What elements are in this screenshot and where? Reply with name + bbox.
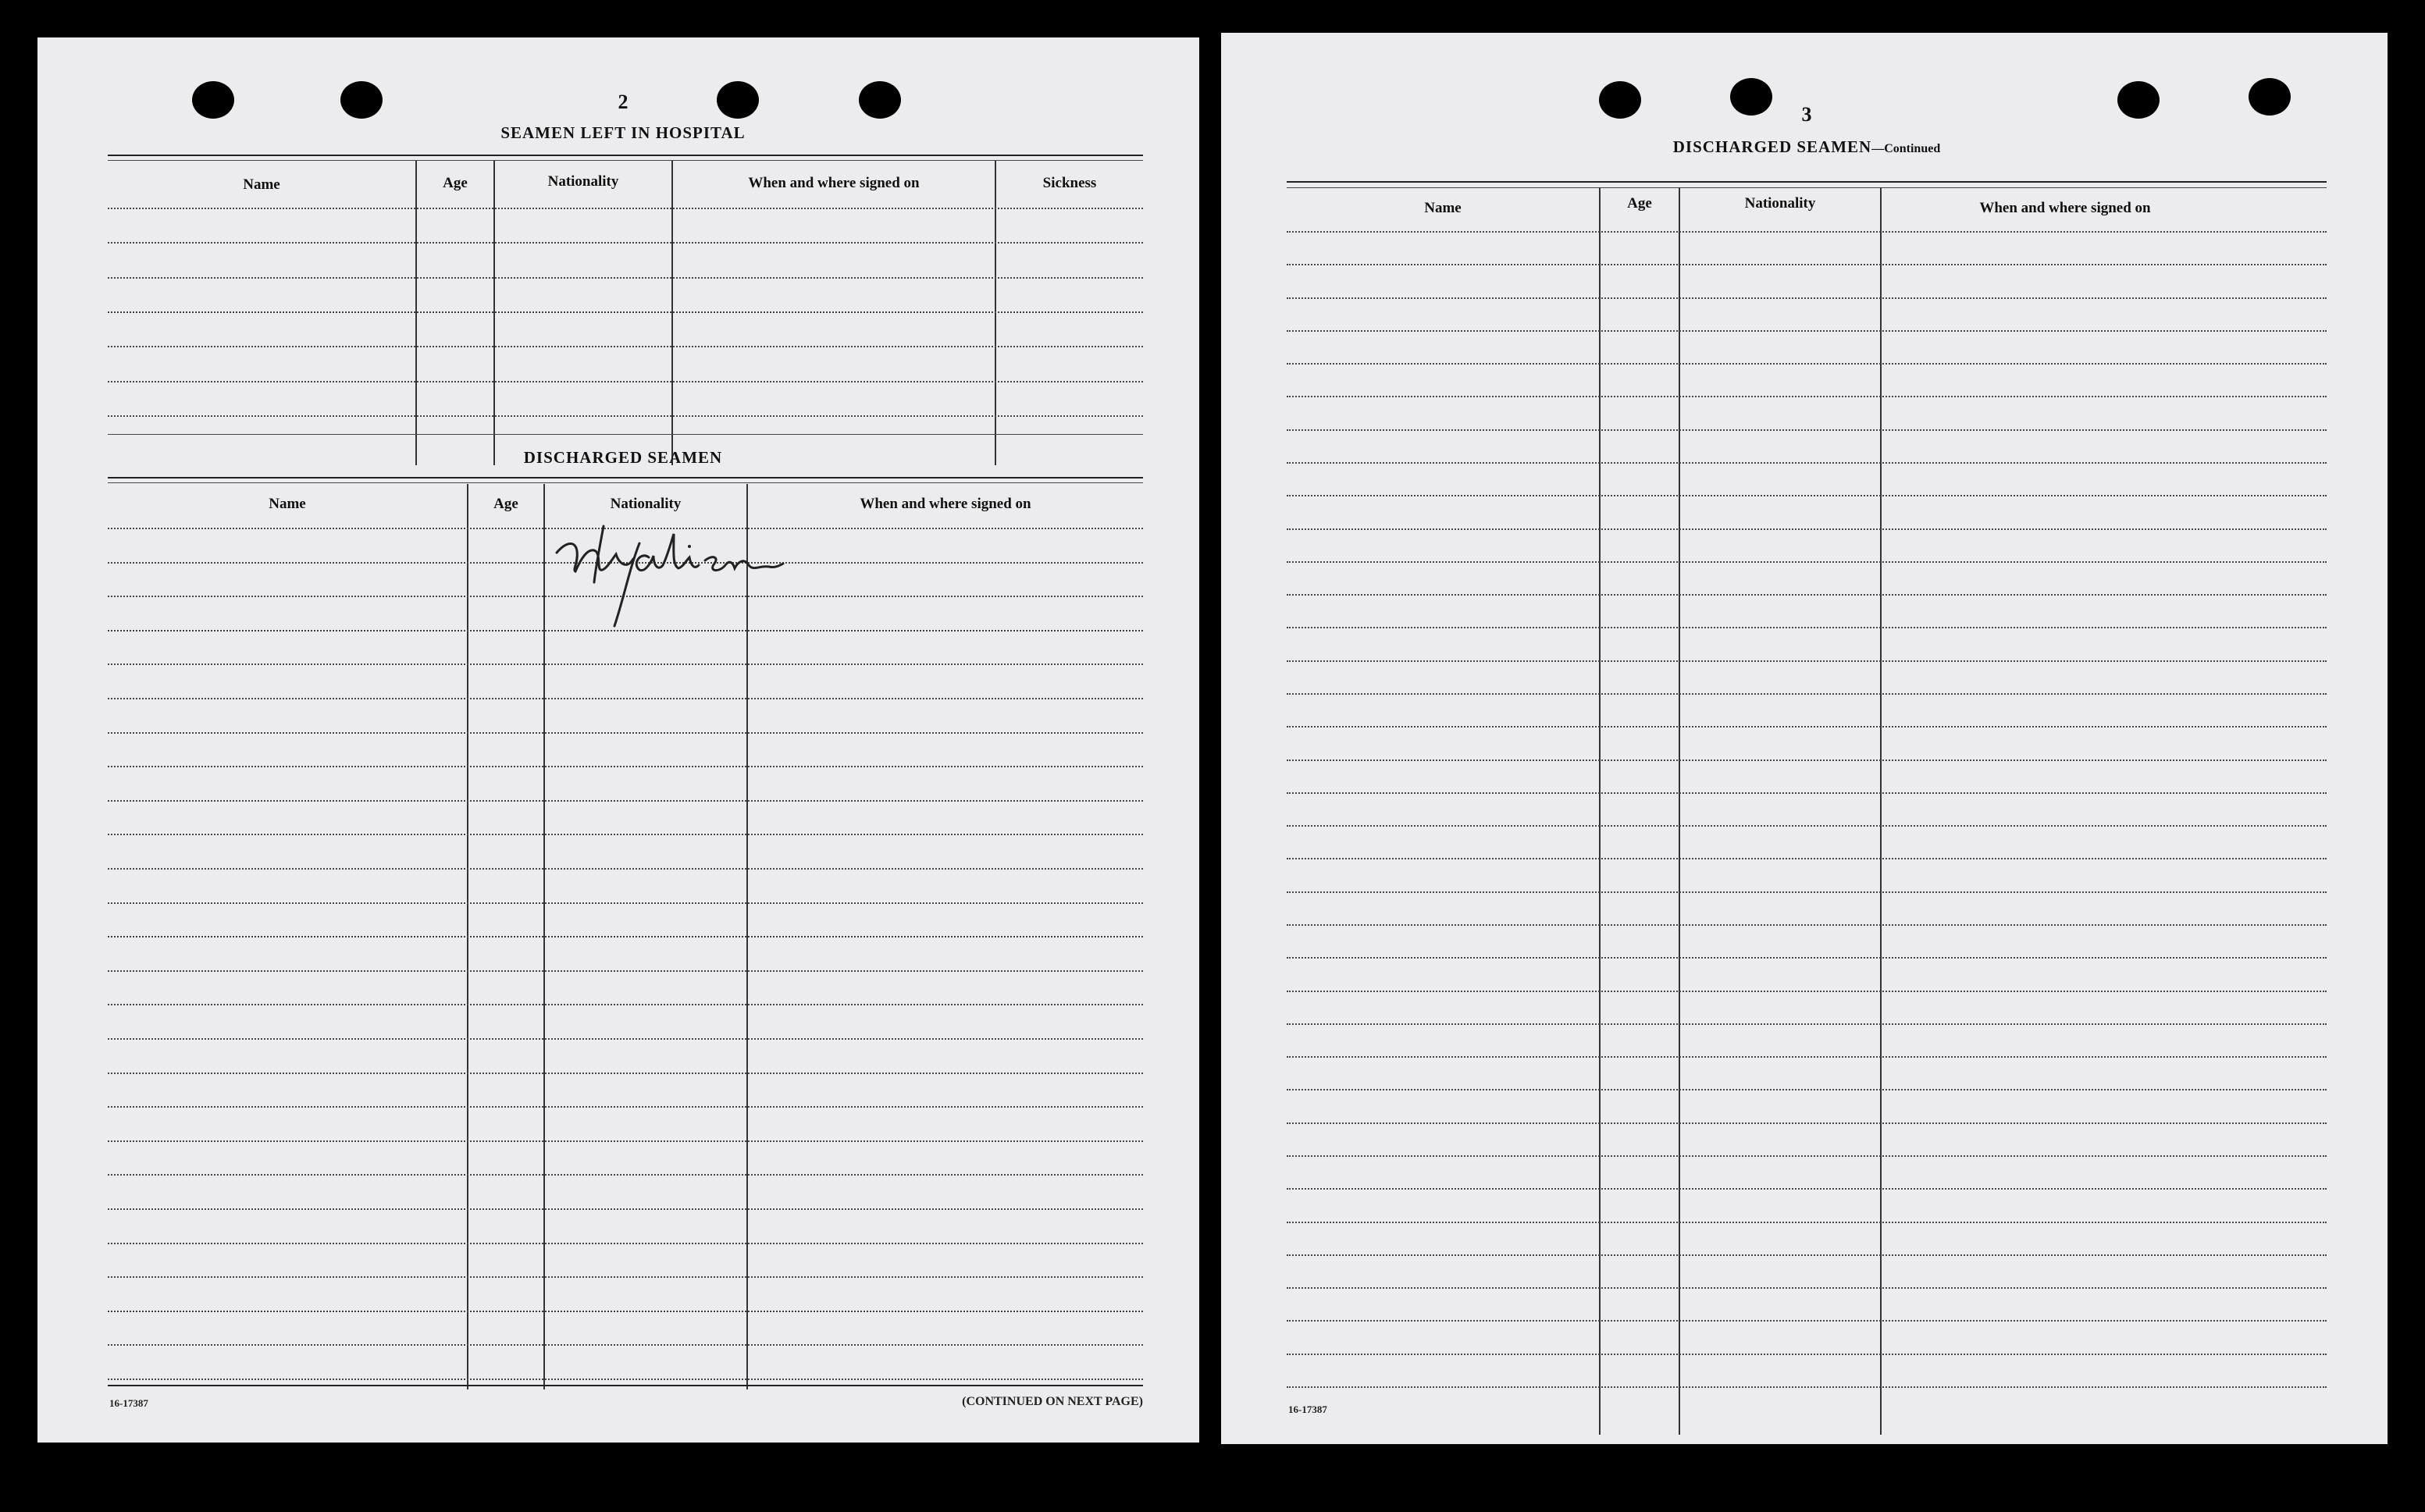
column-header-nationality: Nationality	[547, 173, 619, 190]
ruled-row-line	[1287, 1287, 2327, 1289]
ruled-row-line	[1287, 264, 2327, 265]
ruled-row-line	[108, 1311, 1143, 1312]
punch-hole	[340, 81, 383, 119]
ruled-row-line	[1287, 891, 2327, 893]
column-header-age: Age	[1627, 195, 1652, 212]
section-rule	[108, 482, 1143, 483]
title-main: DISCHARGED SEAMEN	[1672, 137, 1872, 156]
ruled-row-line	[108, 1140, 1143, 1142]
column-header-signed-on: When and where signed on	[1979, 200, 2151, 216]
ruled-row-line	[108, 415, 1143, 417]
ruled-row-line	[108, 346, 1143, 347]
ruled-row-line	[1287, 429, 2327, 431]
ruled-row-line	[1287, 1222, 2327, 1223]
column-divider	[1880, 187, 1882, 1435]
continued-note: (CONTINUED ON NEXT PAGE)	[962, 1395, 1143, 1408]
ruled-row-line	[108, 381, 1143, 382]
column-divider	[1679, 187, 1680, 1435]
ruled-row-line	[108, 1276, 1143, 1278]
form-number: 16-17387	[109, 1397, 148, 1409]
page-number: 2	[618, 91, 629, 113]
ruled-row-line	[1287, 363, 2327, 365]
section-rule	[108, 155, 1143, 156]
ruled-row-line	[1287, 693, 2327, 695]
ruled-row-line	[1287, 1188, 2327, 1190]
column-header-nationality: Nationality	[1744, 195, 1816, 212]
ruled-row-line	[1287, 924, 2327, 926]
ruled-row-line	[1287, 561, 2327, 563]
ruled-row-line	[108, 1174, 1143, 1176]
ruled-row-line	[1287, 330, 2327, 332]
ruled-row-line	[1287, 528, 2327, 530]
ruled-row-line	[108, 936, 1143, 937]
ruled-row-line	[108, 1038, 1143, 1040]
column-header-nationality: Nationality	[610, 496, 682, 512]
ruled-row-line	[108, 1344, 1143, 1346]
column-header-age: Age	[443, 175, 468, 191]
punch-hole	[2249, 78, 2291, 116]
ruled-row-line	[1287, 760, 2327, 761]
ruled-row-line	[108, 902, 1143, 904]
column-divider	[415, 161, 417, 465]
ruled-row-line	[1287, 1122, 2327, 1124]
ruled-row-line	[1287, 1354, 2327, 1355]
column-header-age: Age	[493, 496, 518, 512]
ruled-row-line	[1287, 396, 2327, 397]
ruled-row-line	[108, 1073, 1143, 1074]
ruled-row-line	[1287, 594, 2327, 596]
column-header-name: Name	[1424, 200, 1462, 216]
ruled-row-line	[1287, 957, 2327, 959]
punch-hole	[1599, 81, 1641, 119]
right-page	[1221, 33, 2388, 1444]
column-divider	[493, 161, 495, 465]
ruled-row-line	[108, 1004, 1143, 1005]
form-number: 16-17387	[1288, 1403, 1327, 1415]
ruled-row-line	[1287, 1155, 2327, 1157]
column-header-sickness: Sickness	[1042, 175, 1097, 191]
ruled-row-line	[108, 1106, 1143, 1108]
section-rule	[108, 434, 1143, 435]
ruled-row-line	[1287, 462, 2327, 464]
punch-hole	[717, 81, 759, 119]
section-rule	[108, 477, 1143, 479]
ruled-row-line	[108, 800, 1143, 802]
discharged-continued-title	[1533, 137, 2080, 157]
ruled-row-line	[1287, 858, 2327, 859]
ruled-row-line	[1287, 991, 2327, 992]
ruled-row-line	[1287, 825, 2327, 827]
column-header-name: Name	[243, 176, 280, 193]
hospital-section-title: SEAMEN LEFT IN HOSPITAL	[500, 123, 746, 142]
punch-hole	[2117, 81, 2160, 119]
page-number: 3	[1801, 103, 1812, 126]
ruled-row-line	[1287, 231, 2327, 233]
ruled-row-line	[1287, 1056, 2327, 1058]
ruled-row-line	[1287, 1023, 2327, 1025]
ruled-row-line	[108, 1243, 1143, 1244]
ruled-row-line	[108, 208, 1143, 209]
ruled-row-line	[1287, 792, 2327, 794]
punch-hole	[192, 81, 234, 119]
title-suffix: —Continued	[1871, 142, 1941, 155]
ruled-row-line	[108, 834, 1143, 835]
ruled-row-line	[108, 242, 1143, 244]
column-header-name: Name	[269, 496, 306, 512]
punch-hole	[1730, 78, 1772, 116]
column-divider	[995, 161, 996, 465]
ruled-row-line	[108, 277, 1143, 279]
punch-hole	[859, 81, 901, 119]
ruled-row-line	[1287, 627, 2327, 628]
section-rule	[108, 160, 1143, 161]
ruled-row-line	[108, 1208, 1143, 1210]
ruled-row-line	[1287, 495, 2327, 496]
ruled-row-line	[108, 766, 1143, 767]
left-page	[37, 37, 1199, 1443]
ruled-row-line	[1287, 1254, 2327, 1256]
ruled-row-line	[108, 311, 1143, 313]
ruled-row-line	[108, 732, 1143, 734]
column-header-signed-on: When and where signed on	[860, 496, 1031, 512]
ruled-row-line	[1287, 1320, 2327, 1322]
ruled-row-line	[1287, 1386, 2327, 1388]
ruled-row-line	[108, 970, 1143, 972]
section-rule	[108, 1385, 1143, 1386]
ruled-row-line	[108, 868, 1143, 870]
handwritten-no-aliens	[549, 520, 861, 676]
section-rule	[1287, 181, 2327, 183]
ruled-row-line	[1287, 726, 2327, 728]
column-header-signed-on: When and where signed on	[748, 175, 920, 191]
column-divider	[1599, 187, 1601, 1435]
section-rule	[1287, 187, 2327, 188]
discharged-section-title: DISCHARGED SEAMEN	[523, 448, 723, 467]
ruled-row-line	[108, 698, 1143, 699]
column-divider	[671, 161, 673, 465]
ruled-row-line	[1287, 660, 2327, 662]
ruled-row-line	[108, 1379, 1143, 1380]
ruled-row-line	[1287, 1089, 2327, 1090]
ruled-row-line	[1287, 297, 2327, 299]
